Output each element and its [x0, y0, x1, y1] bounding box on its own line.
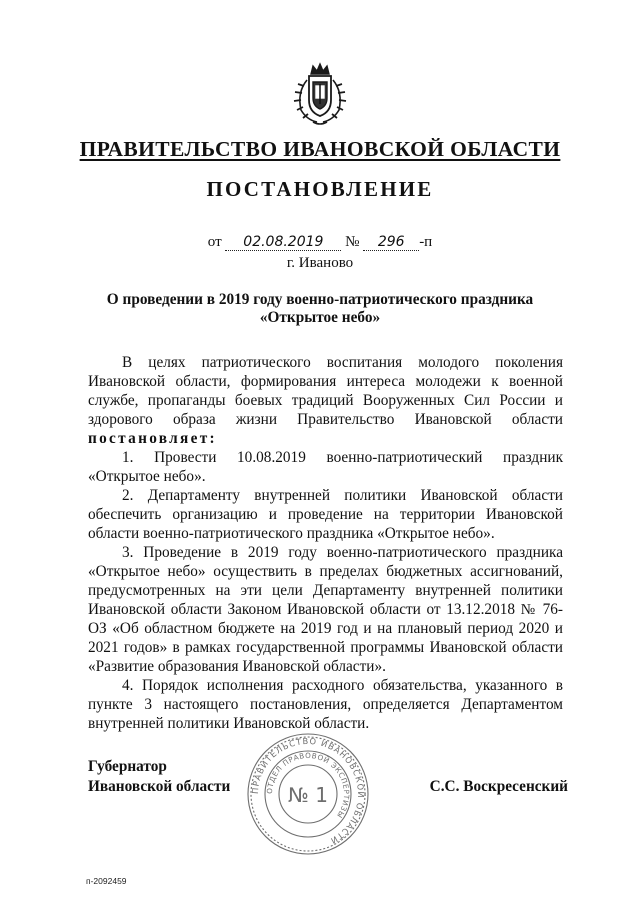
document-date: 02.08.2019 — [225, 234, 341, 251]
date-number-line — [0, 234, 640, 251]
footer-document-code: п-2092459 — [86, 876, 127, 886]
city-line: г. Иваново — [286, 255, 354, 271]
intro-text: В целях патриотического воспитания молодого поколения Ивановской области, формирования интереса молодежи к военной службе, пропаганды боевых традиций Вооруженных Сил России и здорового образа жизни Правительство Ивановской области — [88, 354, 563, 428]
number-suffix: -п — [419, 234, 433, 250]
document-body — [88, 353, 563, 733]
intro-paragraph — [88, 353, 563, 448]
government-title: ПРАВИТЕЛЬСТВО ИВАНОВСКОЙ ОБЛАСТИ — [79, 137, 561, 161]
resolution-item-3: 3. Проведение в 2019 году военно-патриотического праздника «Открытое небо» осуществить в пределах бюджетных ассигнований, предусмотренных на эти цели Департаменту внутренней политики Ивановской области Законом Ивановской области от 13.12.2018 № 76-ОЗ «Об областном бюджете на 2019 год и на плановый период 2020 и 2021 годов» в рамках государственной программы Ивановской области «Развитие образования Ивановской области». — [88, 544, 563, 675]
subject-line-1: О проведении в 2019 году военно-патриотического праздника — [106, 291, 534, 308]
date-prefix: от — [207, 234, 222, 250]
resolution-item-1: 1. Провести 10.08.2019 военно-патриотический праздник «Открытое небо». — [88, 449, 563, 485]
seal-center-number: № 1 — [288, 783, 328, 807]
seal-outer-text: ПРАВИТЕЛЬСТВО ИВАНОВСКОЙ ОБЛАСТИ — [249, 735, 367, 847]
signatory-position-line-2: Ивановской области — [88, 778, 231, 795]
document-type-title: ПОСТАНОВЛЕНИЕ — [206, 177, 434, 201]
official-seal-stamp — [244, 730, 372, 858]
signatory-position — [88, 757, 230, 797]
resolves-word: постановляет: — [88, 430, 217, 447]
resolution-item-4: 4. Порядок исполнения расходного обязательства, указанного в пункте 3 настоящего постановления, определяется Департаментом внутренней политики Ивановской области. — [88, 677, 563, 732]
resolution-item-2: 2. Департаменту внутренней политики Ивановской области обеспечить организацию и проведение на территории Ивановской области военно-патриотического праздника «Открытое небо». — [88, 487, 563, 542]
document-number: 296 — [363, 234, 419, 251]
signatory-name: С.С. Воскресенский — [429, 778, 568, 795]
subject-line-2: «Открытое небо» — [259, 309, 381, 326]
coat-of-arms-emblem — [289, 60, 351, 130]
signatory-position-line-1: Губернатор — [88, 758, 167, 775]
seal-inner-text: ОТДЕЛ ПРАВОВОЙ ЭКСПЕРТИЗЫ — [264, 750, 352, 820]
document-subject — [80, 291, 560, 327]
number-prefix: № — [345, 234, 360, 250]
